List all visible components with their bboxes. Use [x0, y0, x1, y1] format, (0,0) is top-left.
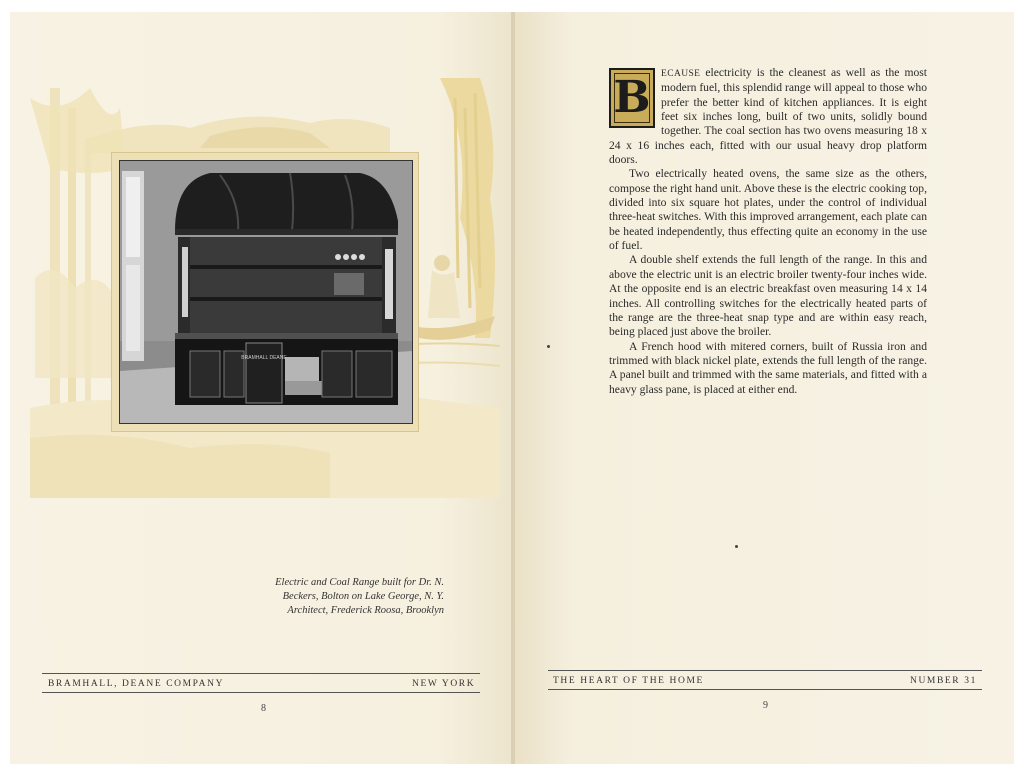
right-page-number: 9 — [763, 700, 768, 711]
page-speck — [547, 345, 550, 348]
right-footer-title: THE HEART OF THE HOME — [553, 676, 704, 686]
paragraph-3: A double shelf extends the full length of the range. In this and above the electric unit is an electric broiler twenty-four inches wide. At the opposite end is an electric breakfast oven measuring 14 x 14 inches. All controlling switches for the electrically heated parts of the range are the three-heat snap type and are within easy reach, being placed just above the broiler. — [609, 253, 927, 339]
page-speck — [735, 545, 738, 548]
right-footer-bottom-rule — [548, 689, 982, 690]
right-footer-top-rule — [548, 670, 982, 671]
paragraph-2: Two electrically heated ovens, the same size as the others, compose the right hand unit. Above these is the electric cooking top, divided into six square hot plates, under the control of individual three-heat switches. With this improved arrangement, each plate can be heated independently, thus effecting quite an economy in the use of fuel. — [609, 167, 927, 253]
left-footer-bottom-rule — [42, 692, 480, 693]
paragraph-4: A French hood with mitered corners, built of Russia iron and trimmed with black nickel plate, extends the full length of the range. A panel built and trimmed with the same materials, and fitted with a heavy glass pane, is placed at either end. — [609, 339, 927, 396]
photo-caption — [220, 576, 444, 618]
left-page-number: 8 — [261, 703, 266, 714]
book-gutter — [511, 12, 515, 764]
left-footer-city: NEW YORK — [412, 679, 476, 689]
caption-line: Architect, Frederick Roosa, Brooklyn — [287, 605, 444, 616]
left-footer-top-rule — [42, 673, 480, 674]
caption-line: Beckers, Bolton on Lake George, N. Y. — [282, 591, 444, 602]
paragraph-1 — [609, 66, 927, 167]
first-word-smallcaps: ECAUSE — [661, 69, 701, 79]
left-footer-publisher: BRAMHALL, DEANE COMPANY — [48, 679, 225, 689]
right-footer-number: NUMBER 31 — [910, 676, 977, 686]
paragraph-1-text: electricity is the cleanest as well as the most modern fuel, this splendid range will appeal to those who prefer the better kind of kitchen appliances. It is eight feet six inches long, built of two units, solidly bound together. The coal section has two ovens measuring 18 x 24 x 16 inches each, fitted with our usual heavy drop platform doors. — [609, 66, 927, 167]
photo-maker-plate: BRAMHALL DEANE — [241, 355, 287, 361]
caption-line: Electric and Coal Range built for Dr. N. — [275, 577, 444, 588]
right-page-body-text — [609, 66, 927, 397]
decorated-initial-b — [609, 68, 655, 128]
dropcap-letter: B — [613, 72, 651, 123]
range-photograph — [119, 160, 413, 424]
